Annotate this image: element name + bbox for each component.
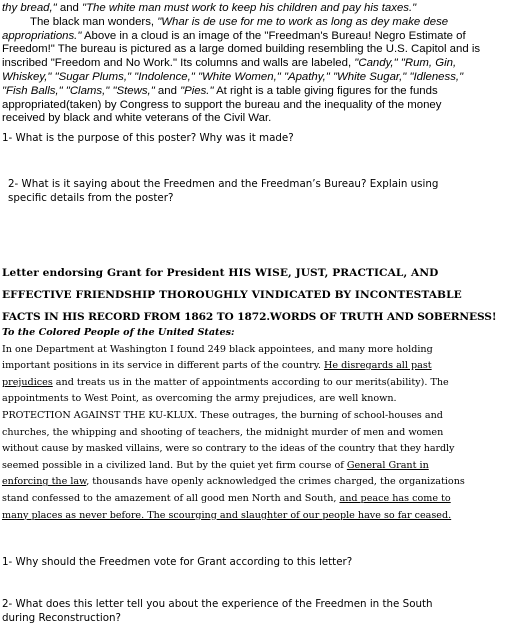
letter-heading <box>2 262 496 329</box>
heading-line: EFFECTIVE FRIENDSHIP THOROUGHLY VINDICATED BY INCONTESTABLE <box>2 289 462 302</box>
text-line: Freedom!" The bureau is pictured as a large domed building resembling the U.S. Capitol and is <box>2 43 481 56</box>
text-line: Whiskey," "Sugar Plums," "Indolence," "White Women," "Apathy," "White Sugar," "Idleness," <box>2 70 464 83</box>
text-line: many places as never before. The scourging and slaughter of our people have so far ceased. <box>2 509 452 521</box>
heading-line: Letter endorsing Grant for President HIS WISE, JUST, PRACTICAL, AND <box>2 267 439 279</box>
text-line: stand confessed to the amazement of all good men North and South, and peace has come to <box>2 492 451 504</box>
heading-line: FACTS IN HIS RECORD FROM 1862 TO 1872.WORDS OF TRUTH AND SOBERNESS! <box>2 311 497 324</box>
text-line: appropriations." Above in a cloud is an image of the "Freedman's Bureau! Negro Estimate of <box>2 29 466 42</box>
letter-salutation: To the Colored People of the United States: <box>2 327 235 338</box>
text-line: In one Department at Washington I found 249 black appointees, and many more holding <box>2 343 433 355</box>
poster-question-2 <box>8 177 438 205</box>
text-line: seemed possible in a civilized land. But by the quiet yet firm course of General Grant in <box>2 459 429 471</box>
text-line: The black man wonders, "Whar is de use for me to work as long as dey make dese <box>30 15 449 28</box>
text-line: appropriated(taken) by Congress to support the bureau and the inequality of the money <box>2 98 442 111</box>
poster-question-1: 1- What is the purpose of this poster? Why was it made? <box>2 132 294 144</box>
text-line: thy bread," and "The white man must work to keep his children and pay his taxes." <box>2 2 417 14</box>
text-line: prejudices and treats us in the matter of appointments according to our merits(ability). The <box>2 376 449 388</box>
question-line: 2- What is it saying about the Freedmen and the Freedman’s Bureau? Explain using <box>8 178 439 190</box>
letter-question-1: 1- Why should the Freedmen vote for Grant according to this letter? <box>2 556 353 568</box>
question-line: 2- What does this letter tell you about the experience of the Freedmen in the South <box>2 598 433 610</box>
text-line: enforcing the law, thousands have openly acknowledged the crimes charged, the organizations <box>2 476 465 488</box>
text-line: appointments to West Point, as overcoming the army prejudices, are well known. <box>2 393 397 405</box>
text-line: "Fish Balls," "Clams," "Stews," and "Pies." At right is a table giving figures for the funds <box>2 84 438 97</box>
poster-description <box>2 2 480 126</box>
text-line: churches, the whipping and shooting of teachers, the midnight murder of men and women <box>2 426 444 438</box>
text-line: PROTECTION AGAINST THE KU-KLUX. These outrages, the burning of school-houses and <box>2 409 443 421</box>
text-line: important positions in its service in different parts of the country. He disregards all past <box>2 360 432 372</box>
text-line: received by black and white veterans of the Civil War. <box>2 112 272 125</box>
question-line: specific details from the poster? <box>8 192 174 204</box>
question-line: during Reconstruction? <box>2 612 122 624</box>
text-line: without cause by masked villains, were so contrary to the ideas of the country that they hardly <box>2 443 455 455</box>
letter-body <box>2 325 465 524</box>
letter-question-2 <box>2 597 433 625</box>
text-line: inscribed "Freedom and No Work." Its columns and walls are labeled, "Candy," "Rum, Gin, <box>2 57 457 70</box>
